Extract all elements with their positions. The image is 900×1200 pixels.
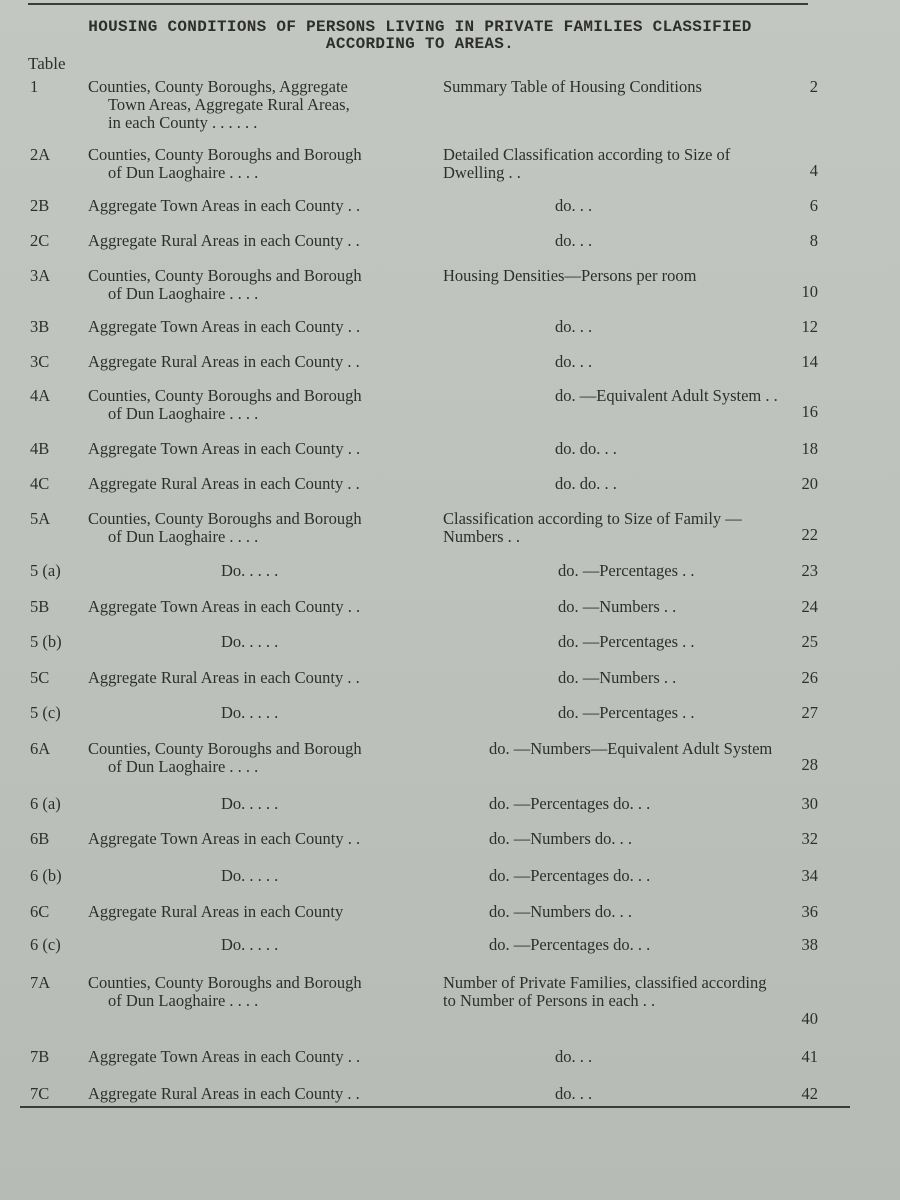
table-subject: do. do. . . (555, 439, 617, 458)
page-number: 18 (801, 439, 818, 458)
area-line: of Dun Laoghaire . . . . (108, 284, 259, 303)
area-line: Aggregate Town Areas in each County . . (88, 597, 361, 616)
page-number: 8 (809, 231, 818, 250)
area-description (88, 1048, 433, 1066)
page-number: 26 (801, 668, 818, 687)
area-line: Do. . . . . (221, 632, 279, 651)
area-line: Counties, County Boroughs and Borough (88, 509, 362, 528)
table-number: 2B (30, 196, 50, 215)
page-number: 12 (801, 317, 818, 336)
area-description (88, 598, 433, 616)
area-line: Aggregate Town Areas in each County . . (88, 829, 361, 848)
table-number: 6 (a) (30, 794, 61, 813)
table-subject: do. —Numbers—Equivalent Adult System (489, 739, 773, 758)
area-line: Town Areas, Aggregate Rural Areas, (108, 95, 350, 114)
area-line: Counties, County Boroughs and Borough (88, 145, 362, 164)
table-number: 2A (30, 145, 51, 164)
page-number: 10 (801, 282, 818, 301)
page-number: 20 (801, 474, 818, 493)
page-number: 42 (801, 1084, 818, 1103)
page-number: 2 (809, 77, 818, 96)
area-line: in each County . . . . . . (108, 113, 258, 132)
page-number: 24 (801, 597, 818, 616)
page-number: 16 (801, 402, 818, 421)
area-line: of Dun Laoghaire . . . . (108, 757, 259, 776)
page-number: 40 (801, 1009, 818, 1028)
area-description (88, 704, 433, 722)
table-subject: do. —Percentages . . (558, 561, 695, 580)
area-line: Aggregate Town Areas in each County . . (88, 439, 361, 458)
table-number: 4C (30, 474, 50, 493)
area-description (88, 562, 433, 580)
area-description (88, 795, 433, 813)
table-number: 5 (b) (30, 632, 62, 651)
area-description (88, 510, 433, 546)
page-number: 38 (801, 935, 818, 954)
page-number: 30 (801, 794, 818, 813)
table-subject: do. . . (555, 317, 593, 336)
area-description (88, 475, 433, 493)
area-description (88, 232, 433, 250)
table-number: 7A (30, 973, 51, 992)
table-subject: do. —Numbers do. . . (489, 902, 632, 921)
area-line: Aggregate Town Areas in each County . . (88, 1047, 361, 1066)
table-column-label: Table (28, 54, 66, 73)
table-subject: do. . . (555, 1047, 593, 1066)
table-subject: do. —Percentages do. . . (489, 866, 651, 885)
area-line: Do. . . . . (221, 935, 279, 954)
page-number: 41 (801, 1047, 818, 1066)
table-number: 6 (c) (30, 935, 61, 954)
table-number: 3C (30, 352, 50, 371)
area-line: of Dun Laoghaire . . . . (108, 991, 259, 1010)
page-number: 34 (801, 866, 818, 885)
area-line: Aggregate Rural Areas in each County . . (88, 1084, 360, 1103)
table-subject: Housing Densities—Persons per room (443, 266, 697, 285)
page-number: 14 (801, 352, 818, 371)
area-line: Aggregate Rural Areas in each County . . (88, 352, 360, 371)
area-description (88, 387, 433, 423)
table-number: 3B (30, 317, 50, 336)
area-line: Counties, County Boroughs and Borough (88, 973, 362, 992)
area-description (88, 974, 433, 1010)
table-number: 4B (30, 439, 50, 458)
table-subject: do. —Numbers do. . . (489, 829, 632, 848)
table-number: 5 (c) (30, 703, 61, 722)
area-description (88, 78, 433, 132)
area-description (88, 867, 433, 885)
area-line: Do. . . . . (221, 794, 279, 813)
table-subject: Detailed Classification according to Size of Dwelling . . (443, 145, 731, 182)
area-description (88, 830, 433, 848)
area-line: Aggregate Rural Areas in each County . . (88, 474, 360, 493)
table-number: 6 (b) (30, 866, 62, 885)
area-line: Aggregate Town Areas in each County . . (88, 317, 361, 336)
table-subject: do. —Numbers . . (558, 668, 677, 687)
page-number: 6 (809, 196, 818, 215)
table-number: 5C (30, 668, 50, 687)
table-number: 7C (30, 1084, 50, 1103)
heading-line-1: HOUSING CONDITIONS OF PERSONS LIVING IN PRIVATE FAMILIES CLASSIFIED (88, 18, 752, 36)
table-subject: Classification according to Size of Family —Numbers . . (443, 509, 742, 546)
page-number: 36 (801, 902, 818, 921)
table-number: 1 (30, 77, 39, 96)
area-line: Counties, County Boroughs, Aggregate (88, 77, 348, 96)
table-subject: Summary Table of Housing Conditions (443, 77, 702, 96)
table-subject: do. —Percentages do. . . (489, 935, 651, 954)
table-subject: Number of Private Families, classified according to Number of Persons in each . . (443, 973, 767, 1010)
page-number: 28 (801, 755, 818, 774)
table-number: 5A (30, 509, 51, 528)
area-description (88, 318, 433, 336)
area-description (88, 936, 433, 954)
page-number: 32 (801, 829, 818, 848)
area-description (88, 146, 433, 182)
area-line: of Dun Laoghaire . . . . (108, 404, 259, 423)
area-line: Aggregate Rural Areas in each County . . (88, 231, 360, 250)
area-line: Do. . . . . (221, 703, 279, 722)
area-line: Counties, County Boroughs and Borough (88, 266, 362, 285)
page-number: 25 (801, 632, 818, 651)
table-subject: do. —Equivalent Adult System . . (555, 386, 778, 405)
area-description (88, 353, 433, 371)
area-description (88, 669, 433, 687)
table-subject: do. —Percentages do. . . (489, 794, 651, 813)
table-subject: do. . . (555, 352, 593, 371)
table-number: 6A (30, 739, 51, 758)
area-line: Aggregate Rural Areas in each County (88, 902, 344, 921)
table-subject: do. do. . . (555, 474, 617, 493)
area-description (88, 440, 433, 458)
page-number: 27 (801, 703, 818, 722)
page-number: 22 (801, 525, 818, 544)
area-line: Aggregate Rural Areas in each County . . (88, 668, 360, 687)
area-description (88, 903, 433, 921)
table-number: 4A (30, 386, 51, 405)
area-line: of Dun Laoghaire . . . . (108, 163, 259, 182)
table-number: 2C (30, 231, 50, 250)
area-line: Do. . . . . (221, 866, 279, 885)
area-line: Counties, County Boroughs and Borough (88, 739, 362, 758)
area-line: of Dun Laoghaire . . . . (108, 527, 259, 546)
heading-line-2: ACCORDING TO AREAS. (325, 35, 515, 53)
table-number: 3A (30, 266, 51, 285)
table-subject: do. . . (555, 231, 593, 250)
table-subject: do. —Percentages . . (558, 703, 695, 722)
top-rule (28, 3, 808, 5)
table-subject: do. . . (555, 196, 593, 215)
page-number: 4 (809, 161, 818, 180)
area-description (88, 633, 433, 651)
area-line: Counties, County Boroughs and Borough (88, 386, 362, 405)
page-number: 23 (801, 561, 818, 580)
area-description (88, 197, 433, 215)
table-number: 5B (30, 597, 50, 616)
table-number: 6C (30, 902, 50, 921)
area-description (88, 1085, 433, 1103)
page-heading (30, 19, 810, 53)
table-subject: do. . . (555, 1084, 593, 1103)
table-subject: do. —Numbers . . (558, 597, 677, 616)
area-description (88, 740, 433, 776)
table-number: 7B (30, 1047, 50, 1066)
table-number: 5 (a) (30, 561, 61, 580)
area-description (88, 267, 433, 303)
area-line: Do. . . . . (221, 561, 279, 580)
area-line: Aggregate Town Areas in each County . . (88, 196, 361, 215)
bottom-rule (20, 1106, 850, 1108)
table-subject: do. —Percentages . . (558, 632, 695, 651)
table-number: 6B (30, 829, 50, 848)
